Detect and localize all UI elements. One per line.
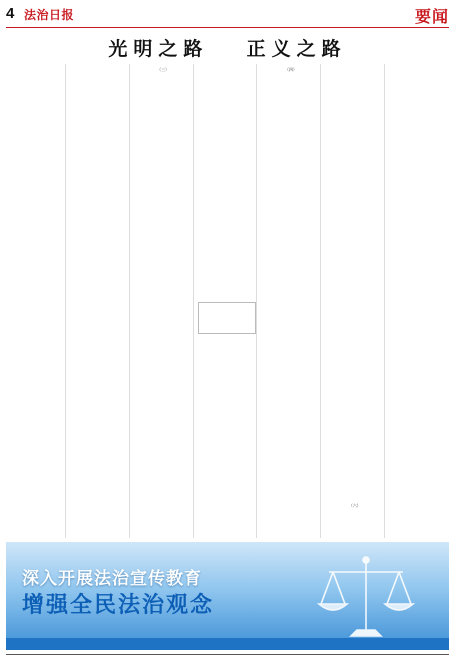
section-marker: （三） [157,67,170,72]
text-column-1 [6,64,66,538]
article-headline [6,34,449,58]
banner-title-line1: 深入开展法治宣传教育 [22,569,202,589]
promo-banner [6,542,449,650]
article-body [6,64,449,538]
inset-box [198,302,257,334]
text-column-2 [70,64,130,538]
masthead [6,4,449,26]
text-column-3 [134,64,194,538]
page-number: 4 [6,5,15,22]
banner-footer-strip [6,638,449,650]
headline-right: 正义之路 [246,38,347,60]
page-footer [6,654,449,662]
scales-of-justice-icon [311,550,421,646]
text-column-7 [389,64,449,538]
banner-title-line2: 增强全民法治观念 [22,593,215,618]
newspaper-logo: 法治日报 [24,8,75,22]
headline-left: 光明之路 [108,38,209,60]
text-column-4 [198,64,258,538]
section-marker: （六） [348,503,361,508]
masthead-rule [6,27,449,28]
text-column-6 [325,64,385,538]
section-marker: （四） [284,67,297,72]
section-label: 要闻 [414,7,449,26]
text-column-5 [261,64,321,538]
